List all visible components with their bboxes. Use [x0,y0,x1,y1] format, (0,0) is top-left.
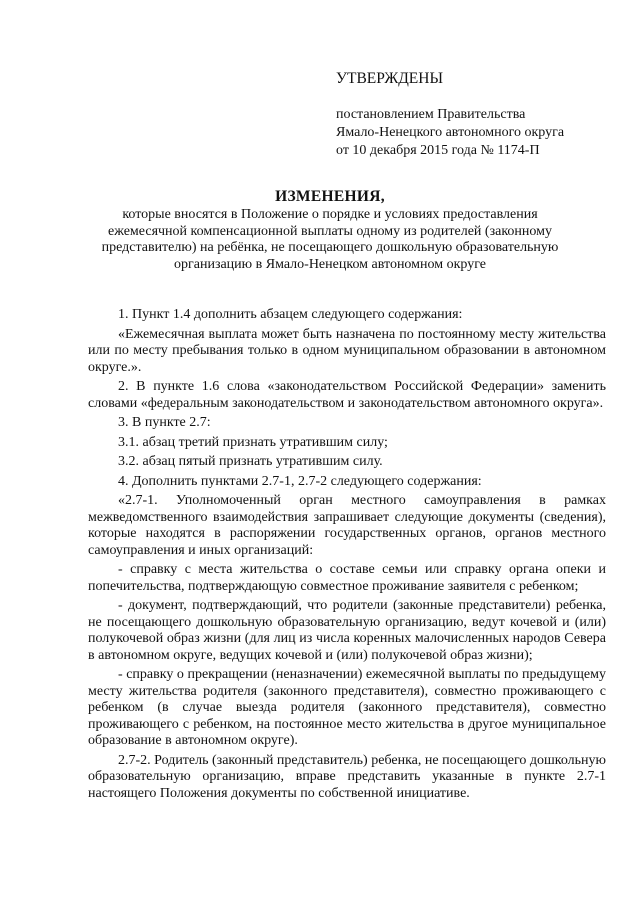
paragraph: 3. В пункте 2.7: [118,415,211,430]
paragraph: 4. Дополнить пунктами 2.7-1, 2.7-2 следующего содержания: [118,473,482,489]
paragraph: 3.2. абзац пятый признать утратившим силу. [118,454,383,469]
paragraph: 3.1. абзац третий признать утратившим силу; [118,434,388,450]
approval-heading: УТВЕРЖДЕНЫ [336,70,443,87]
paragraph: «Ежемесячная выплата может быть назначена по постоянному месту жительства или по месту пребывания только в одном муниципальном образовании в автономном округе.». [88,326,606,375]
paragraph: 2.7-2. Родитель (законный представитель) ребенка, не посещающего дошкольную образовательную организацию, вправе представить указанные в пункте 2.7-1 настоящего Положения документы по собственной инициативе. [88,752,607,801]
approval-block [336,70,564,160]
document-title: ИЗМЕНЕНИЯ, [275,188,385,205]
paragraph: «2.7-1. Уполномоченный орган местного самоуправления в рамках межведомственного взаимодействия запрашивает следующие документы (сведения), которые находятся в распоряжении государственных органов, органов местного самоуправления и иных организаций: [88,493,606,558]
approval-line: от 10 декабря 2015 года № 1174-П [336,143,540,158]
document-body [88,307,606,805]
paragraph: - документ, подтверждающий, что родители (законные представители) ребенка, не посещающего дошкольную образовательную организацию, ведут кочевой и (или) полукочевой образ жизни (для лиц из числа коренных малочисленных народов Севера в автономном округе, ведущих кочевой и (или) полукочевой образ жизни); [88,598,606,663]
approval-line: Ямало-Ненецкого автономного округа [336,125,565,140]
paragraph: 2. В пункте 1.6 слова «законодательством Российской Федерации» заменить словами «федеральным законодательством и законодательством автономного округа». [88,379,606,411]
paragraph: 1. Пункт 1.4 дополнить абзацем следующего содержания: [118,307,463,322]
paragraph: - справку о прекращении (неназначении) ежемесячной выплаты по предыдущему месту жительства родителя (законного представителя), совместно проживающего с ребенком (в случае выезда родителя (законного представителя), совместно проживающего с ребенком, на постоянное место жительства в другое муниципальное образование в автономном округе). [88,667,606,748]
approval-line: постановлением Правительства [336,107,526,122]
document-title-block [95,188,565,273]
document-subtitle: которые вносятся в Положение о порядке и условиях предоставления ежемесячной компенсационной выплаты одному из родителей (законному представителю) на ребёнка, не посещающего дошкольную образовательную организацию в Ямало-Ненецком автономном округе [101,207,559,272]
paragraph: - справку с места жительства о составе семьи или справку органа опеки и попечительства, подтверждающую совместное проживание заявителя с ребенком; [88,562,606,594]
